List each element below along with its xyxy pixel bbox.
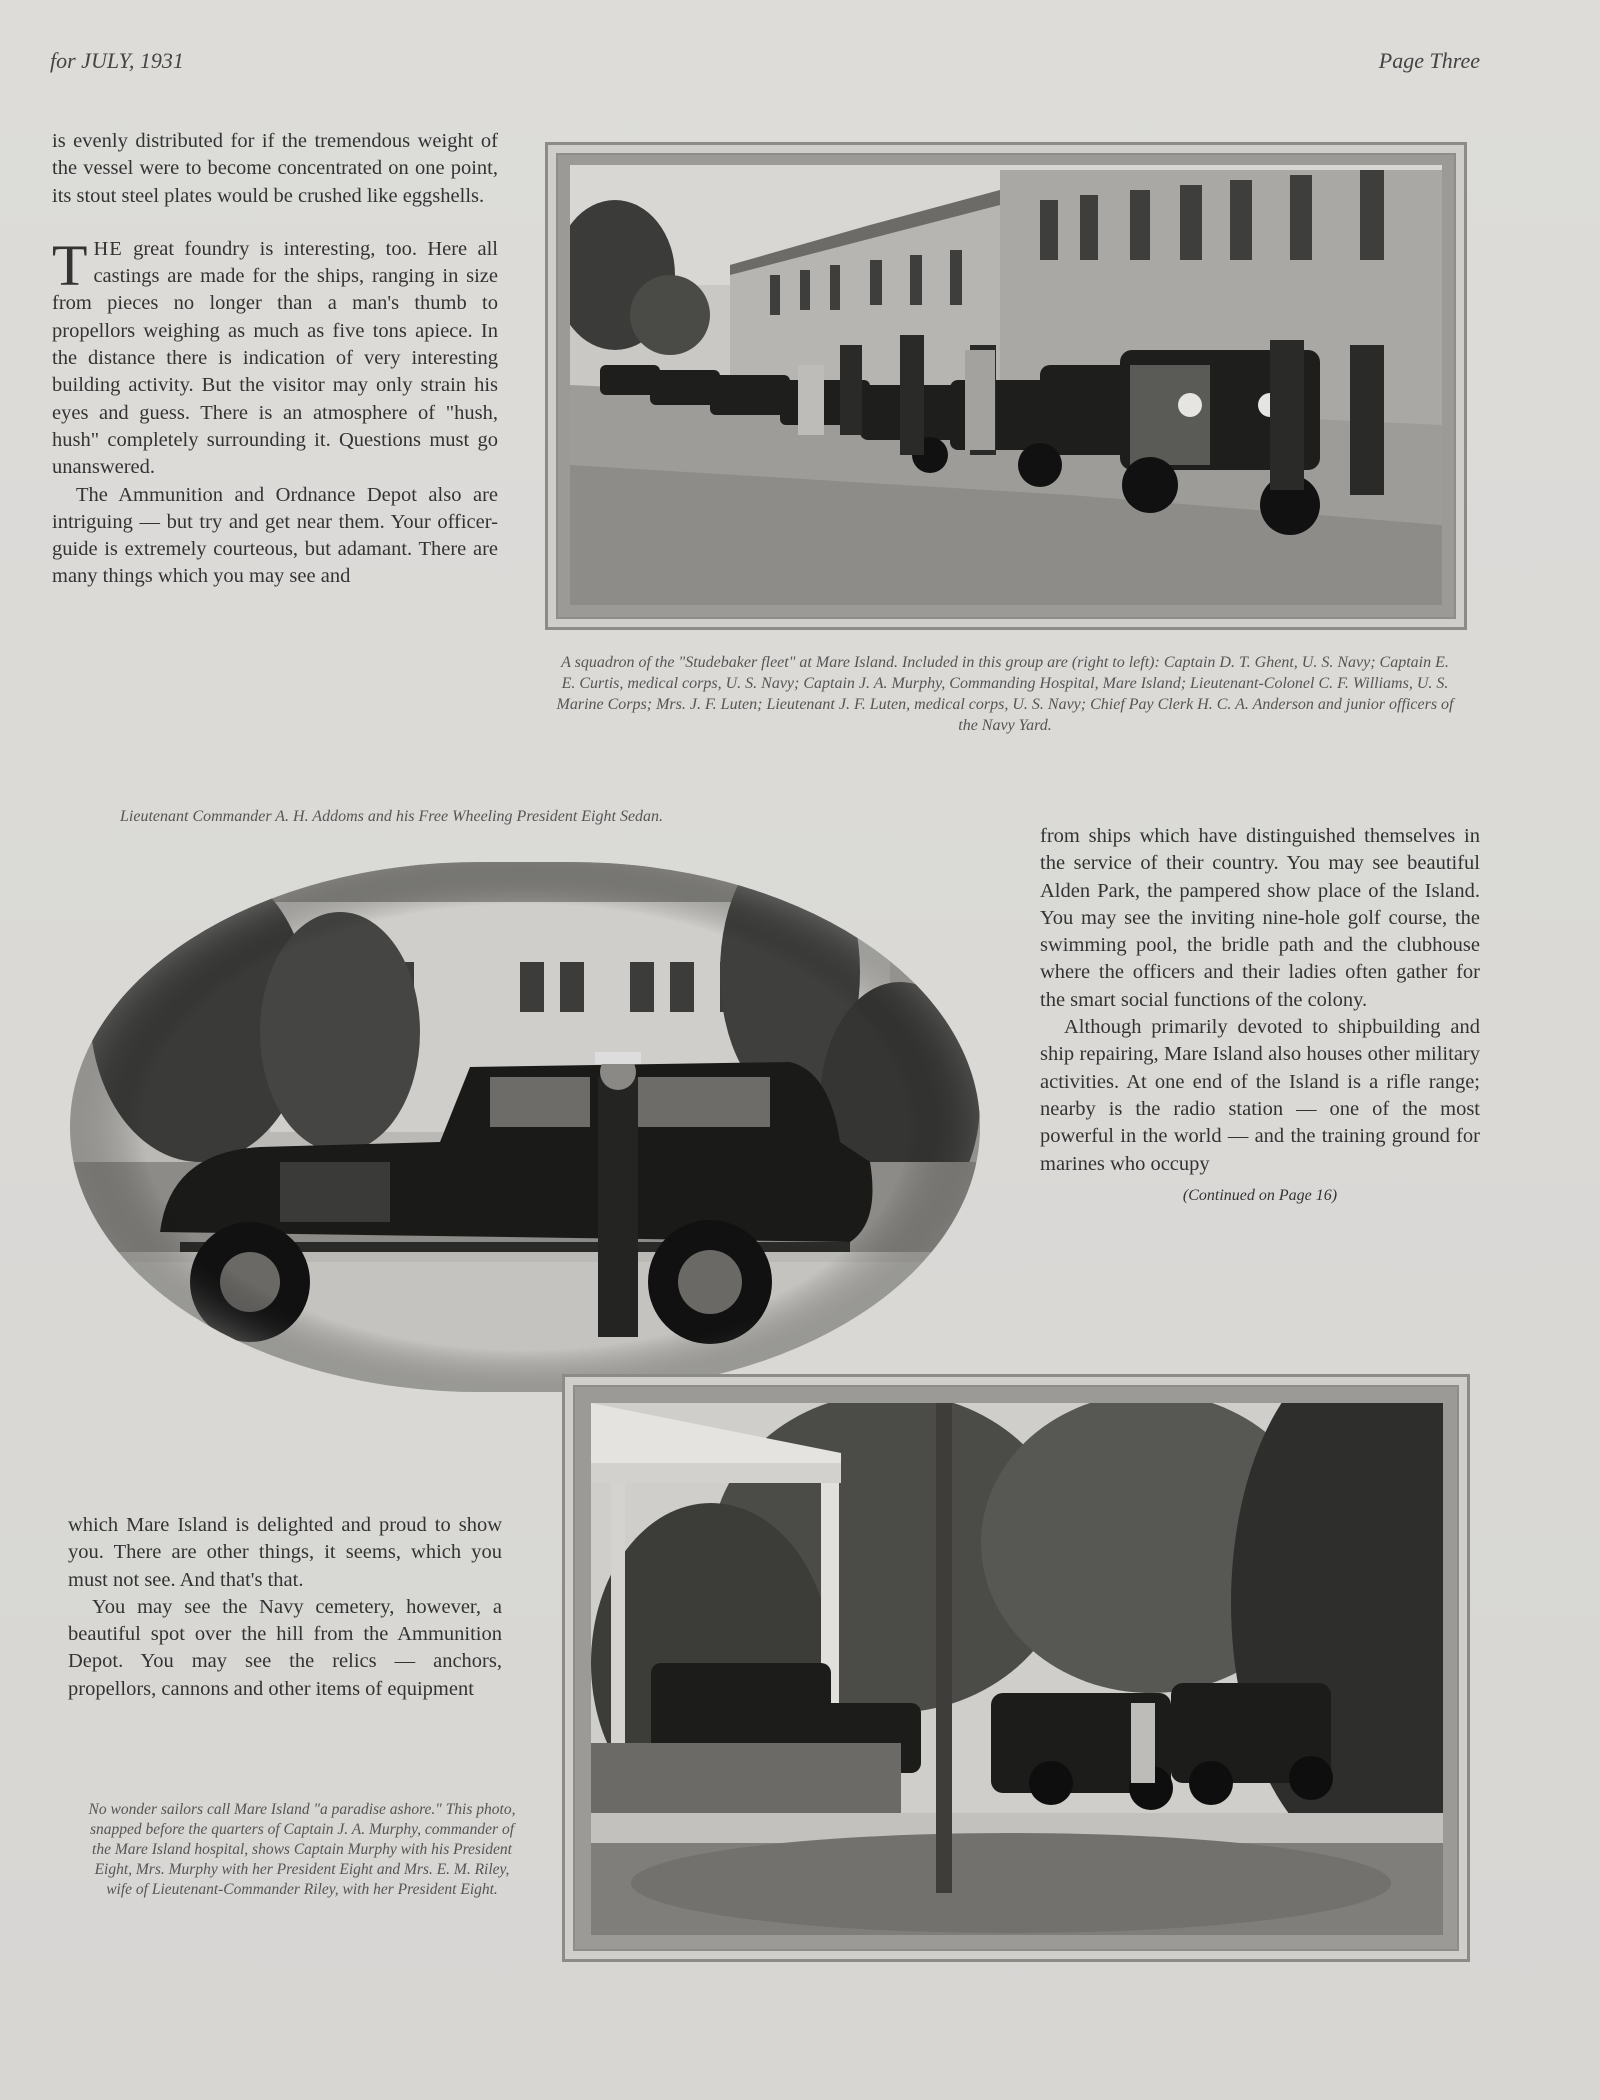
caption-fleet: A squadron of the "Studebaker fleet" at Mare Island. Included in this group are (right to left): Captain D. T. Ghent, U. S. Navy; Captain E. E. Curtis, medical corps, U. S. Navy; Captain J. A. Murphy, Commanding Hospital, Mare Island; Lieutenant-Colonel C. F. Williams, U. S. Marine Corps; Mrs. J. F. Luten; Lieutenant J. F. Luten, medical corps, U. S. Navy; Chief Pay Clerk H. C. A. Anderson and junior officers of the Navy Yard. [556, 654, 1454, 734]
paragraph: is evenly distributed for if the tremendous weight of the vessel were to become concentrated on one point, its stout steel plates would be crushed like eggshells. [52, 130, 498, 207]
column-right-middle [1040, 823, 1480, 1209]
paragraph: from ships which have distinguished themselves in the service of their country. You may see beautiful Alden Park, the pampered show place of the Island. You may see the inviting nine-hole golf course, the swimming pool, the bridle path and the clubhouse where the officers and their ladies often gather for the smart social functions of the colony. [1040, 825, 1480, 1011]
caption-addoms-sedan: Lieutenant Commander A. H. Addoms and his Free Wheeling President Eight Sedan. [120, 808, 664, 825]
photo-frame-fleet [545, 142, 1467, 630]
caption-paradise-ashore: No wonder sailors call Mare Island "a paradise ashore." This photo, snapped before the quarters of Captain J. A. Murphy, commander of the Mare Island hospital, shows Captain Murphy with his President Eight, Mrs. Murphy with her President Eight and Mrs. E. M. Riley, wife of Lieutenant-Commander Riley, with her President Eight. [88, 1801, 516, 1898]
small-caps-lead: HE [93, 237, 123, 260]
photo-addoms-sedan [70, 862, 980, 1392]
paragraph: which Mare Island is delighted and proud to show you. There are other things, it seems, which you must not see. And that's that. [68, 1514, 502, 1591]
column-left-bottom [68, 1512, 502, 1703]
column-left-top [52, 128, 498, 591]
photo-murphy-quarters [591, 1403, 1443, 1935]
paragraph-text: great foundry is interesting, too. Here all castings are made for the ships, ranging in size from pieces no longer than a man's thumb to propellors weighing as much as five tons apiece. In the distance there is indication of very interesting building activity. But the visitor may only strain his eyes and guess. There is an atmosphere of "hush, hush" completely surrounding it. Questions must go unanswered. [52, 237, 498, 479]
drop-cap: T [52, 232, 88, 298]
continued-note: (Continued on Page 16) [1182, 1186, 1338, 1204]
paragraph: Although primarily devoted to shipbuilding and ship repairing, Mare Island also houses other military activities. At one end of the Island is a rifle range; nearby is the radio station — one of the most powerful in the world — and the training ground for marines who occupy [1040, 1016, 1480, 1175]
photo-frame-paradise [562, 1374, 1470, 1962]
photo-studebaker-fleet [570, 165, 1442, 605]
page-number: Page Three [1378, 48, 1480, 73]
issue-date: for JULY, 1931 [50, 48, 184, 73]
paragraph: You may see the Navy cemetery, however, a beautiful spot over the hill from the Ammunition Depot. You may see the relics — anchors, propellors, cannons and other items of equipment [68, 1595, 502, 1700]
paragraph: The Ammunition and Ordnance Depot also are intriguing — but try and get near them. Your officer-guide is extremely courteous, but adamant. There are many things which you may see and [52, 483, 498, 588]
paragraph-dropcap [52, 232, 498, 482]
